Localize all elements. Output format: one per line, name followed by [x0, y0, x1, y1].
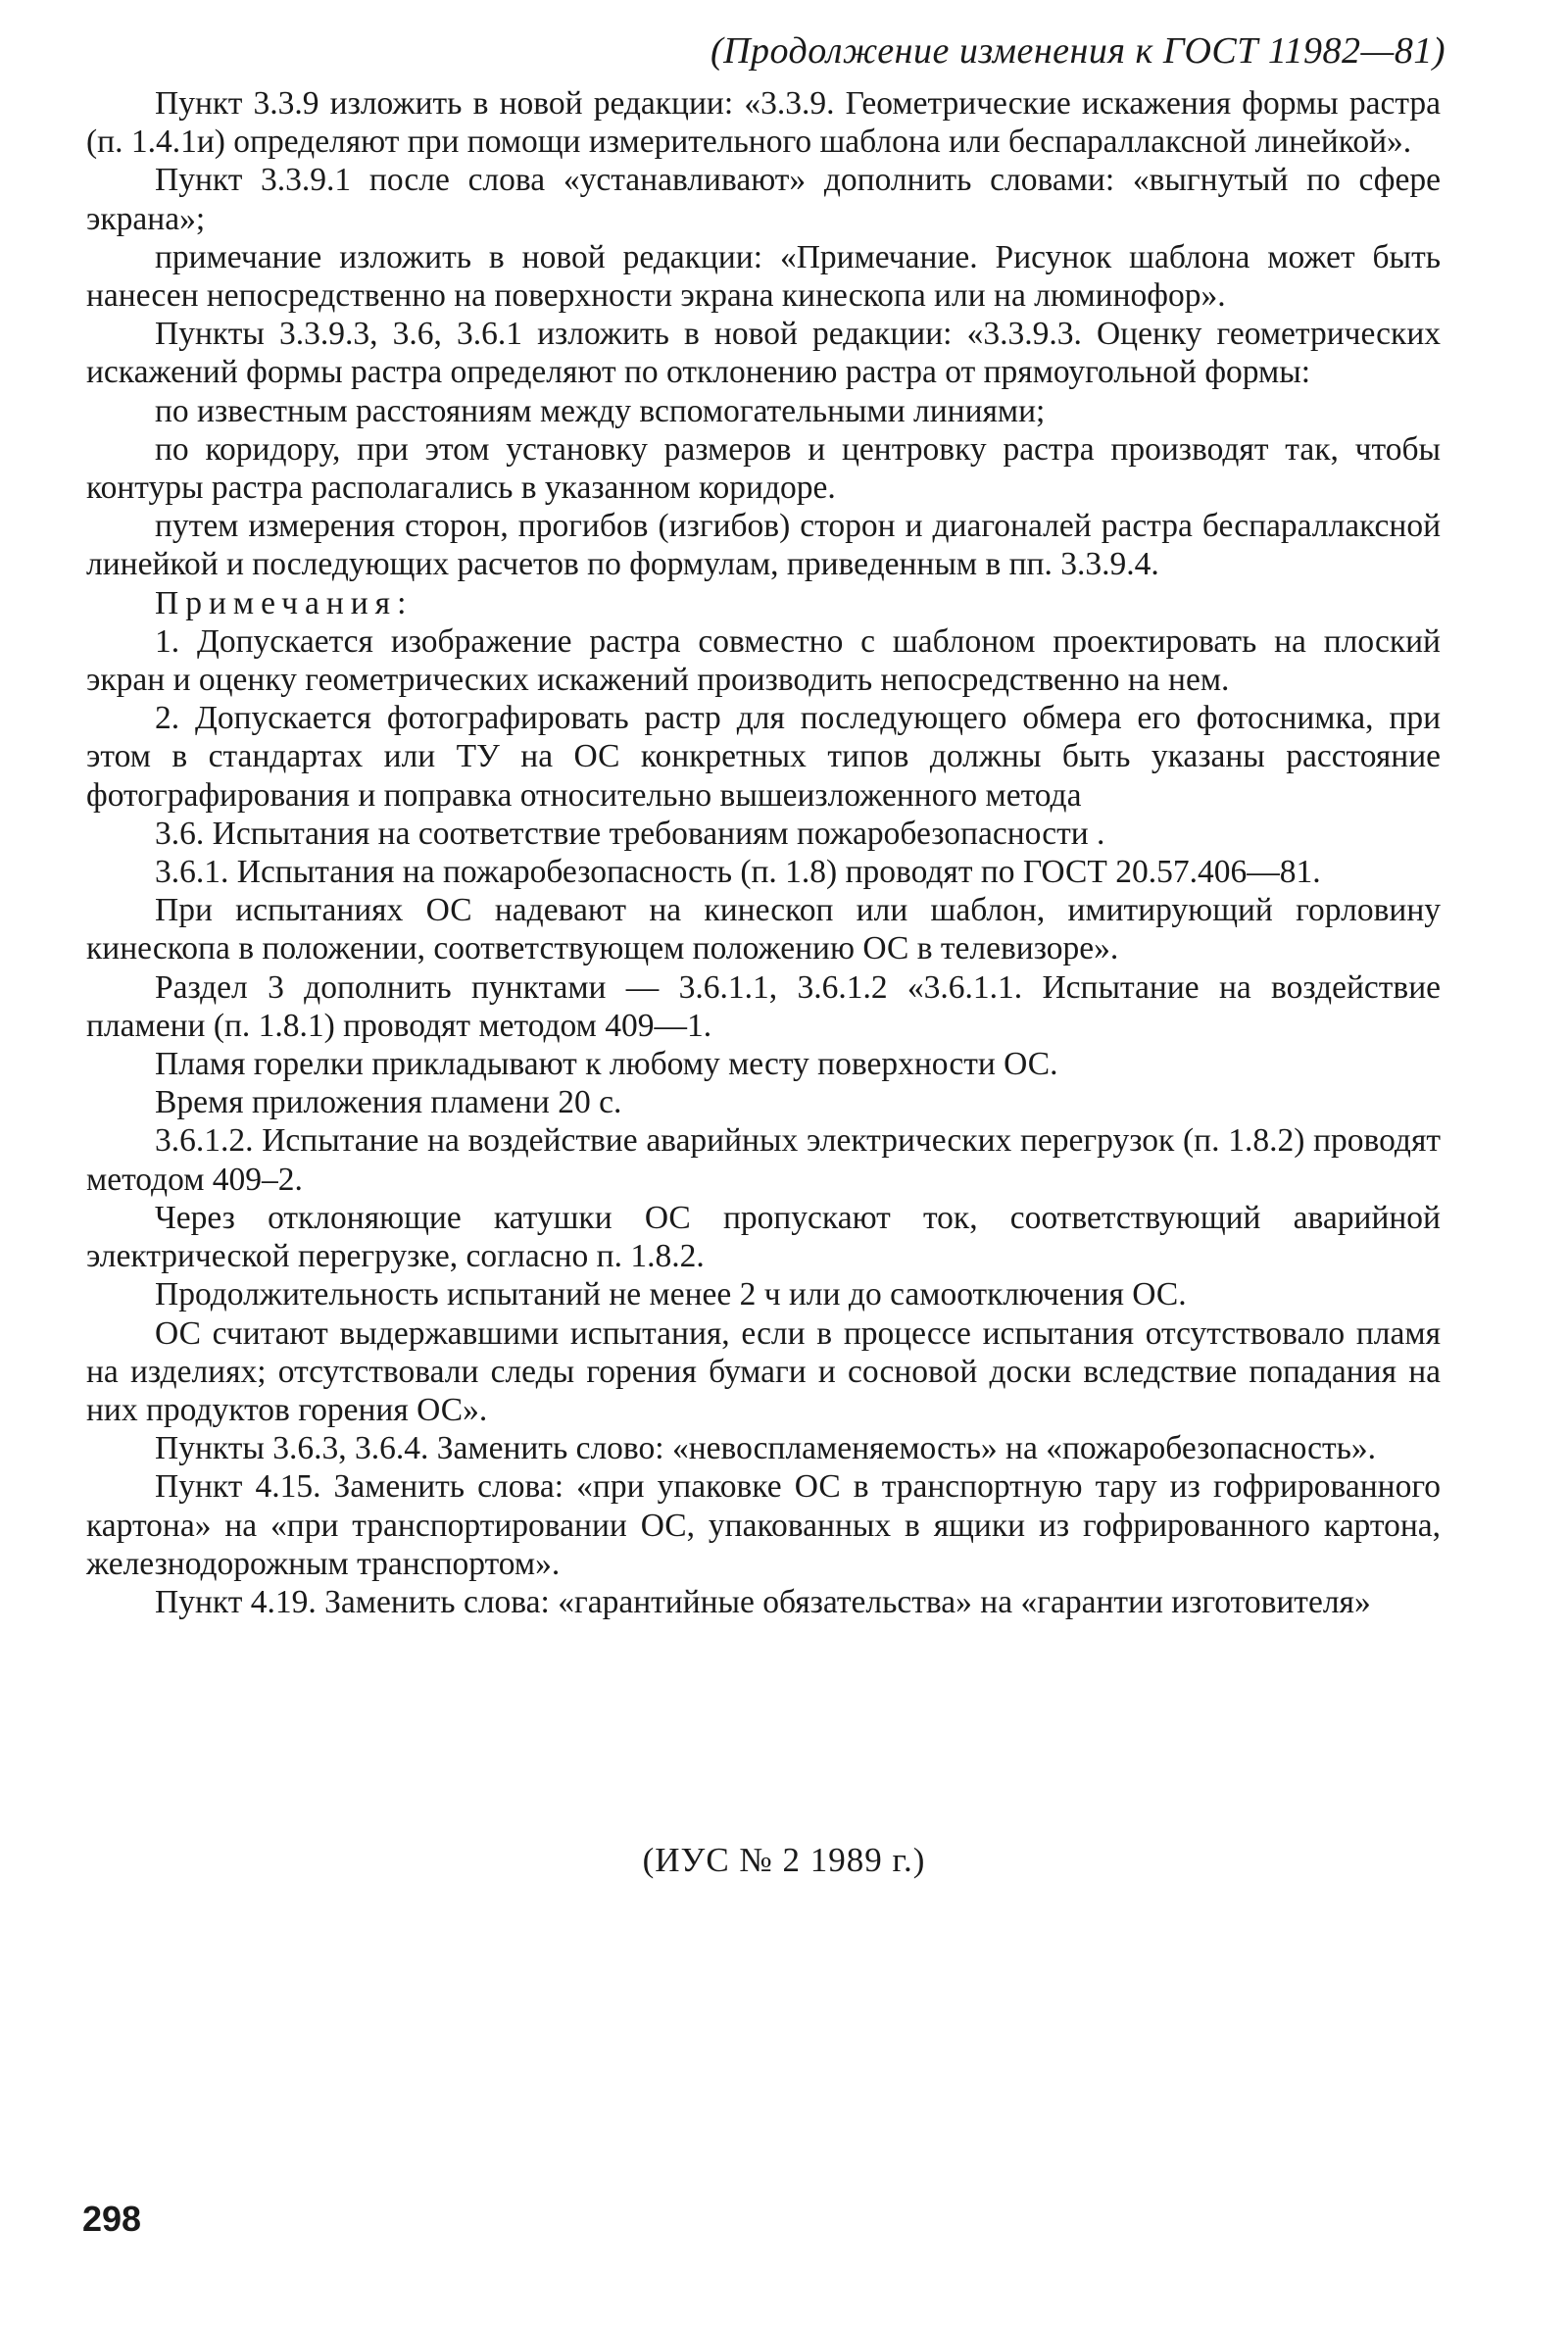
paragraph-method-corridor: по коридору, при этом установку размеров и центровку растра производят так, чтобы контуры растра располагались в указанном коридоре.: [86, 430, 1441, 507]
paragraph-4-19: Пункт 4.19. Заменить слова: «гарантийные обязательства» на «гарантии изготовителя»: [155, 1583, 1371, 1620]
source-reference: (ИУС № 2 1989 г.): [642, 1841, 926, 1879]
document-body: [86, 84, 1441, 1621]
paragraph-note-edit: примечание изложить в новой редакции: «Примечание. Рисунок шаблона может быть нанесен непосредственно на поверхности экрана кинескопа или на люминофор».: [86, 238, 1441, 315]
paragraph-3-6: 3.6. Испытания на соответствие требованиям пожаробезопасности .: [155, 815, 1105, 852]
note-1: 1. Допускается изображение растра совместно с шаблоном проектировать на плоский экран и оценку геометрических искажений производить непосредственно на нем.: [86, 622, 1441, 699]
paragraph-section-3-addition: Раздел 3 дополнить пунктами — 3.6.1.1, 3.6.1.2 «3.6.1.1. Испытание на воздействие пламени (п. 1.8.1) проводят методом 409—1.: [86, 968, 1441, 1044]
paragraph-flame-time: Время приложения пламени 20 с.: [155, 1084, 622, 1121]
notes-heading: Примечания:: [155, 584, 414, 621]
paragraph-3-3-9: Пункт 3.3.9 изложить в новой редакции: «3.3.9. Геометрические искажения формы растра (п. 1.4.1и) определяют при помощи измерительного шаблона или беспараллаксной линейкой».: [86, 85, 1441, 161]
paragraph-3-6-1: 3.6.1. Испытания на пожаробезопасность (п. 1.8) проводят по ГОСТ 20.57.406—81.: [155, 854, 1321, 891]
paragraph-method-distances: по известным расстояниям между вспомогательными линиями;: [155, 392, 1046, 429]
paragraph-current: Через отклоняющие катушки ОС пропускают ток, соответствующий аварийной электрической перегрузке, согласно п. 1.8.2.: [86, 1199, 1441, 1275]
running-header: (Продолжение изменения к ГОСТ 11982—81): [710, 30, 1446, 72]
paragraph-3-6-1-2: 3.6.1.2. Испытание на воздействие аварийных электрических перегрузок (п. 1.8.2) проводят методом 409–2.: [86, 1122, 1441, 1198]
paragraph-method-measure: путем измерения сторон, прогибов (изгибов) сторон и диагоналей растра беспараллаксной линейкой и последующих расчетов по формулам, приведенным в пп. 3.3.9.4.: [86, 508, 1441, 583]
page-number: 298: [82, 2199, 142, 2239]
paragraph-3-6-3: Пункты 3.6.3, 3.6.4. Заменить слово: «невоспламеняемость» на «пожаробезопасность».: [155, 1430, 1377, 1467]
paragraph-pass-criteria: ОС считают выдержавшими испытания, если в процессе испытания отсутствовало пламя на изделиях; отсутствовали следы горения бумаги и сосновой доски вследствие попадания на них продуктов горения ОС».: [86, 1314, 1441, 1428]
paragraph-flame-apply: Пламя горелки прикладывают к любому месту поверхности ОС.: [155, 1046, 1058, 1083]
paragraph-testing-mount: При испытаниях ОС надевают на кинескоп или шаблон, имитирующий горловину кинескопа в положении, соответствующем положению ОС в телевизоре».: [86, 892, 1441, 967]
paragraph-duration: Продолжительность испытаний не менее 2 ч или до самоотключения ОС.: [155, 1276, 1187, 1313]
paragraph-3-3-9-3: Пункты 3.3.9.3, 3.6, 3.6.1 изложить в новой редакции: «3.3.9.3. Оценку геометрических искажений формы растра определяют по отклонению растра от прямоугольной формы:: [86, 316, 1441, 391]
paragraph-3-3-9-1: Пункт 3.3.9.1 после слова «устанавливают» дополнить словами: «выгнутый по сфере экрана»;: [86, 162, 1441, 237]
paragraph-4-15: Пункт 4.15. Заменить слова: «при упаковке ОС в транспортную тару из гофрированного картона» на «при транспортировании ОС, упакованных в ящики из гофрированного картона, железнодорожным транспортом».: [86, 1468, 1441, 1582]
note-2: 2. Допускается фотографировать растр для последующего обмера его фотоснимка, при этом в стандартах или ТУ на ОС конкретных типов должны быть указаны расстояние фотографирования и поправка относительно вышеизложенного метода: [86, 700, 1441, 814]
